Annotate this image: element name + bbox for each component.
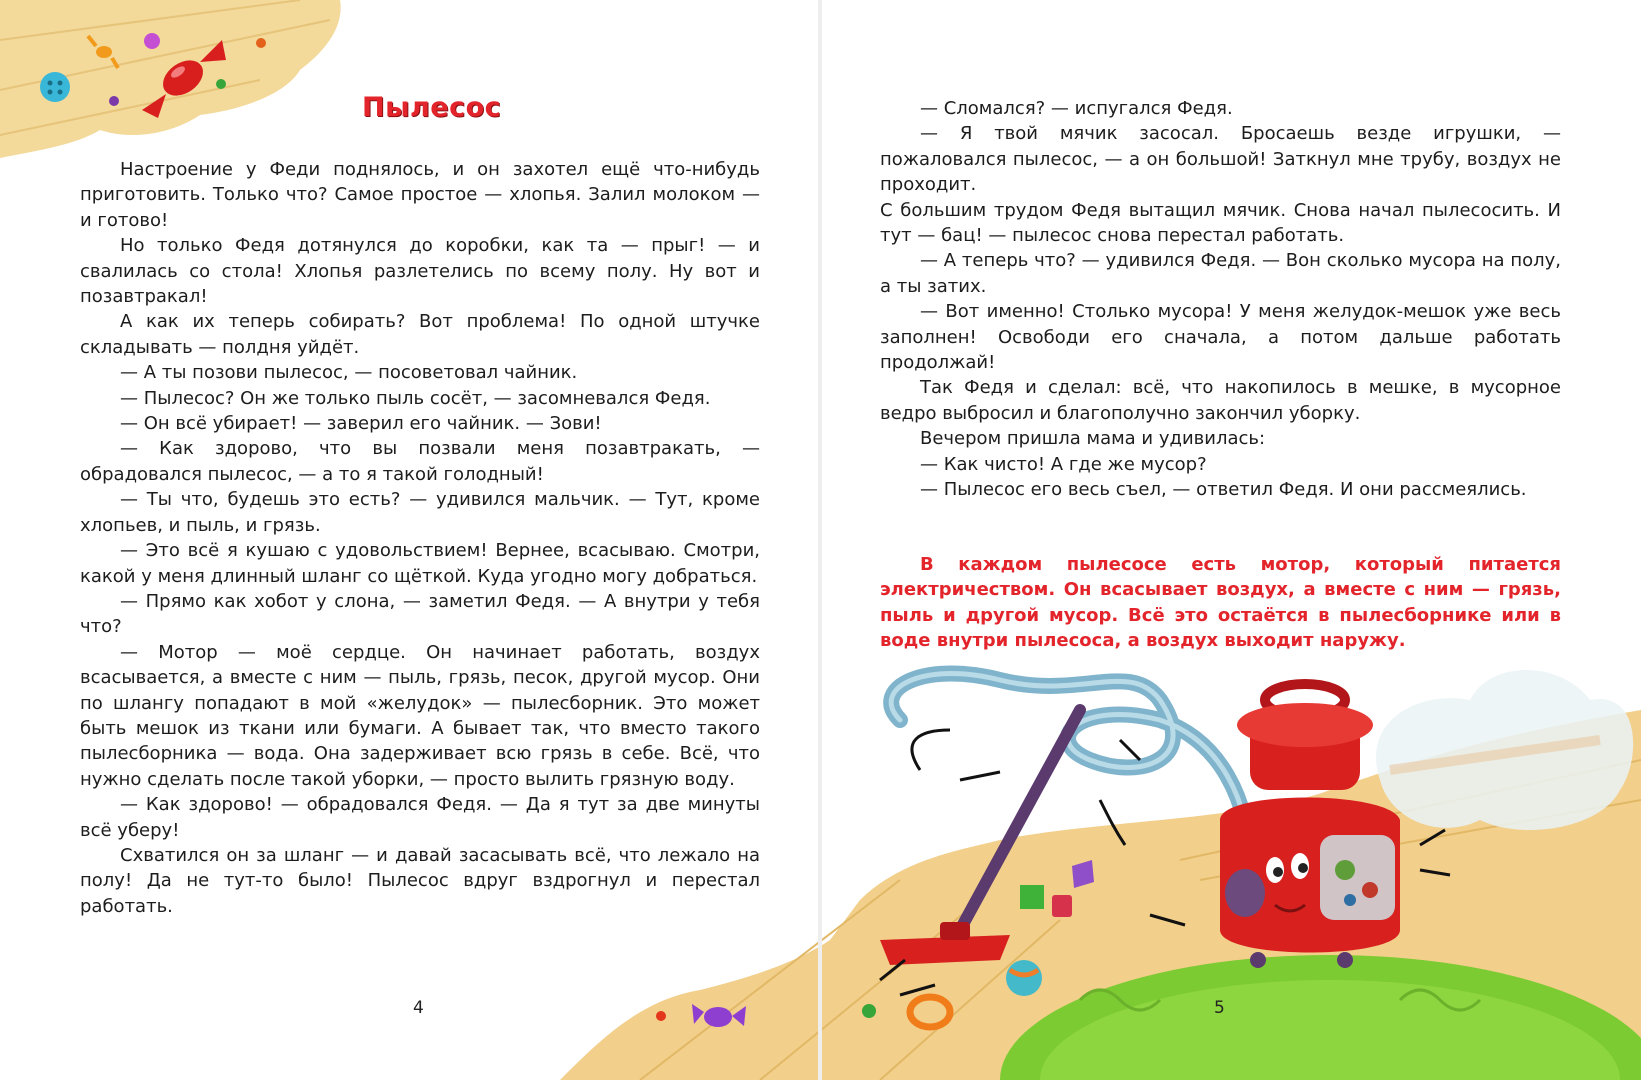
paragraph: — Прямо как хобот у слона, — заметил Федя. — А внутри у тебя что? xyxy=(80,590,760,638)
left-story-text xyxy=(80,157,760,919)
paragraph: — Вот именно! Столько мусора! У меня желудок-мешок уже весь заполнен! Освободи его сначала, а потом дальше работать продолжай! xyxy=(880,301,1561,374)
paragraph: — Ты что, будешь это есть? — удивился мальчик. — Тут, кроме хлопьев, и пыль, и грязь. xyxy=(80,489,760,536)
paragraph: Настроение у Феди поднялось, и он захотел ещё что-нибудь приготовить. Только что? Самое простое — хлопья. Залил молоком — и готово! xyxy=(80,159,760,231)
paragraph: С большим трудом Федя вытащил мячик. Снова начал пылесосить. И тут — бац! — пылесос снова перестал работать. xyxy=(880,199,1561,247)
paragraph: Схватился он за шланг — и давай засасывать всё, что лежало на полу! Да не тут-то было! Пылесос вдруг вздрогнул и перестал работать. xyxy=(80,844,760,917)
paragraph: — Пылесос? Он же только пыль сосёт, — засомневался Федя. xyxy=(120,387,711,409)
paragraph: — Как здорово, что вы позвали меня позавтракать, — обрадовался пылесос, — а то я такой голодный! xyxy=(80,438,760,485)
paragraph: Но только Федя дотянулся до коробки, как та — прыг! — и свалилась со стола! Хлопья разлетелись по всему полу. Ну вот и позавтракал! xyxy=(80,235,760,308)
paragraph: Так Федя и сделал: всё, что накопилось в мешке, в мусорное ведро выбросил и благополучно закончил уборку. xyxy=(880,377,1561,424)
paragraph: — Сломался? — испугался Федя. xyxy=(920,98,1233,119)
paragraph: — Как чисто! А где же мусор? xyxy=(920,453,1207,475)
page-number-left: 4 xyxy=(413,998,424,1018)
paragraph: — А теперь что? — удивился Федя. — Вон сколько мусора на полу, а ты затих. xyxy=(880,250,1561,297)
paragraph: А как их теперь собирать? Вот проблема! По одной штучке складывать — полдня уйдёт. xyxy=(80,311,760,358)
page-number-right: 5 xyxy=(1214,998,1225,1018)
paragraph: — Как здорово! — обрадовался Федя. — Да я тут за две минуты всё уберу! xyxy=(80,794,760,841)
paragraph: Вечером пришла мама и удивилась: xyxy=(920,428,1266,450)
right-story-text xyxy=(880,96,1561,503)
paragraph: — Он всё убирает! — заверил его чайник. — Зови! xyxy=(120,413,602,435)
story-title: Пылесос xyxy=(362,92,502,123)
paragraph: — Это всё я кушаю с удовольствием! Вернее, всасываю. Смотри, какой у меня длинный шланг со щёткой. Куда угодно могу добраться. xyxy=(80,540,760,587)
paragraph: — Я твой мячик засосал. Бросаешь везде игрушки, — пожаловался пылесос, — а он большой! Заткнул мне трубу, воздух не проходит. xyxy=(880,123,1561,196)
fact-box xyxy=(880,552,1561,654)
paragraph: — Мотор — моё сердце. Он начинает работать, воздух всасывается, а вместе с ним — пыль, грязь, песок, другой мусор. Они по шлангу попадают в мой «желудок» — пылесборник. Это может быть мешок из ткани или бумаги. А бывает так, что вместо такого пылесборника — вода. Она задерживает всю грязь в себе. Всё, что нужно сделать после такой уборки, — просто вылить грязную воду. xyxy=(80,641,760,790)
paragraph: — Пылесос его весь съел, — ответил Федя. И они рассмеялись. xyxy=(920,479,1527,501)
fact-text: В каждом пылесосе есть мотор, который питается электричеством. Он всасывает воздух, а вместе с ним — грязь, пыль и другой мусор. Всё это остаётся в пылесборнике или в воде внутри пылесоса, а воздух выходит наружу. xyxy=(880,554,1561,652)
paragraph: — А ты позови пылесос, — посоветовал чайник. xyxy=(120,362,578,384)
